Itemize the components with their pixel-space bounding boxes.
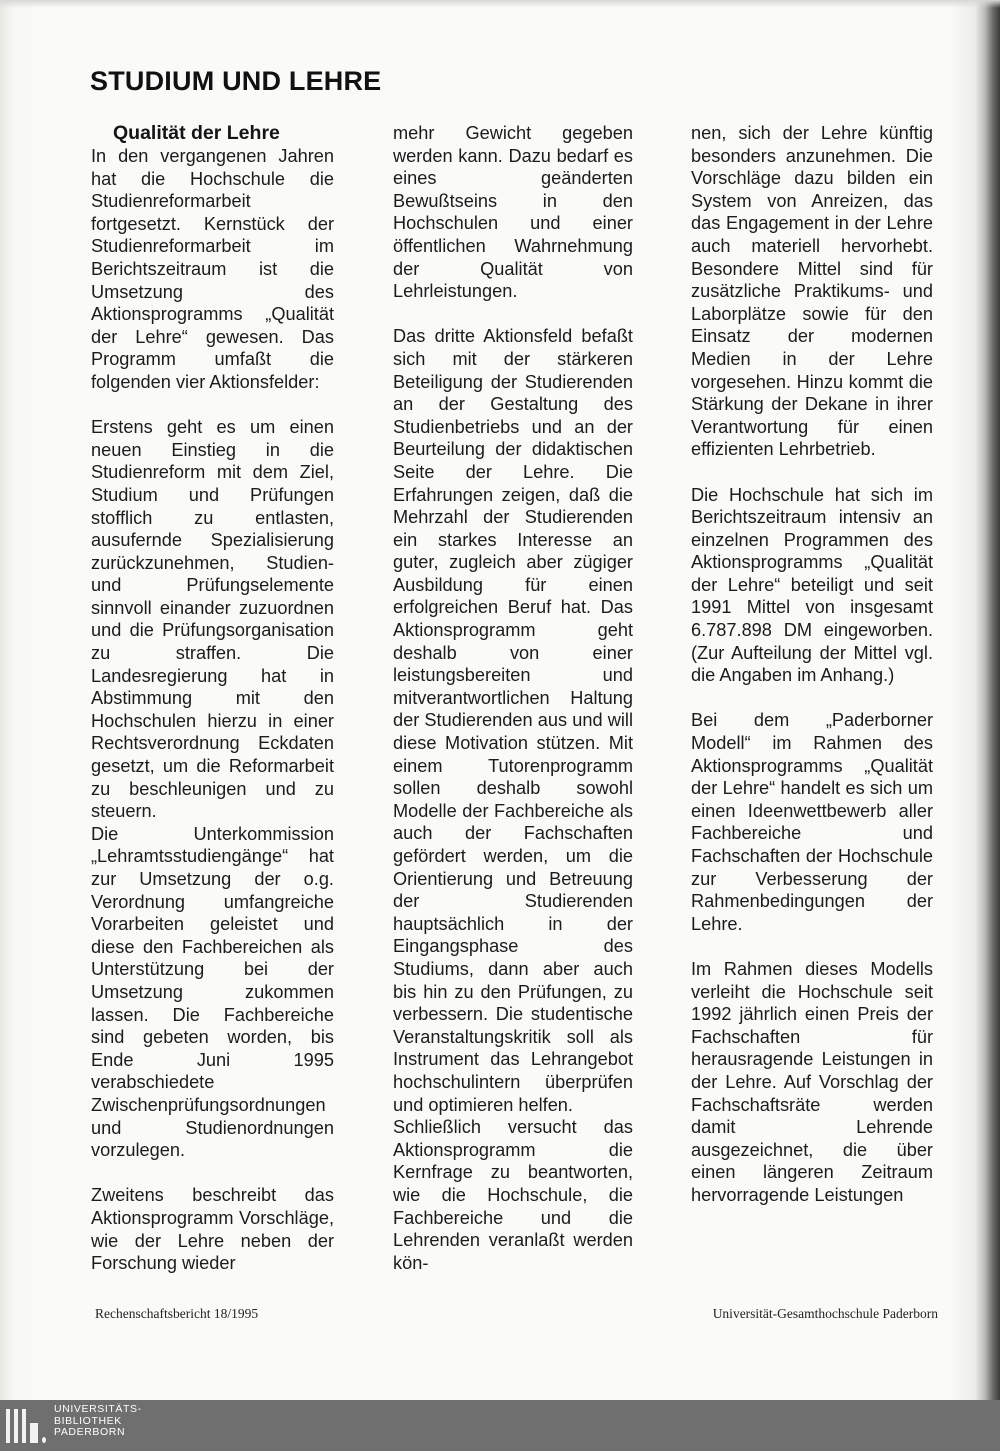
library-banner [0,1400,1000,1451]
subheading: Qualität der Lehre [113,122,280,144]
paragraph-unterkommission: Die Unterkommission „Lehramtsstudiengänge“ hat zur Umsetzung der o.g. Verordnung umfangreiche Vorarbeiten geleistet und diese den Fachbereichen als Unterstützung bei der Umsetzung zukommen lassen. Die Fachbereiche sind gebeten worden, bis Ende Juni 1995 verabschiedete Zwischenprüfungsordnungen und Studienordnungen vorzulegen. [91,823,334,1161]
library-line-3: PADERBORN [54,1426,126,1438]
paragraph-preis: Im Rahmen dieses Modells verleiht die Hochschule seit 1992 jährlich einen Preis der Fachschaften für herausragende Leistungen in der Lehre. Auf Vorschlag der Fachschaftsräte werden damit Lehrende ausgezeichnet, die über einen längeren Zeitraum hervorragende Leistungen [691,958,933,1205]
text-column-3 [691,122,933,1207]
paragraph-anreize: nen, sich der Lehre künftig besonders anzunehmen. Die Vorschläge dazu bilden ein System von Anreizen, das das Engagement in der Lehre auch materiell hervorhebt. Besondere Mittel sind für zusätzliche Praktikums- und Laborplätze sowie für den Einsatz der modernen Medien in der Lehre vorgesehen. Hinzu kommt die Stärkung der Dekane in ihrer Verantwortung für einen effizienten Lehrbetrieb. [691,123,933,460]
paragraph-intro: In den vergangenen Jahren hat die Hochschule die Studienreformarbeit fortgesetzt. Kernstück der Studienreformarbeit im Berichtszeitraum ist die Umsetzung des Aktionsprogramms „Qualität der Lehre“ gewesen. Das Programm umfaßt die folgenden vier Aktionsfelder: [91,146,334,392]
footer-report-title: Rechenschaftsbericht 18/1995 [95,1306,259,1321]
footer-university: Universität-Gesamthochschule Paderborn [712,1306,938,1321]
paragraph-erstens: Erstens geht es um einen neuen Einstieg in die Studienreform mit dem Ziel, Studium und Prüfungen stofflich zu entlasten, ausufernde Spezialisierung zurückzunehmen, Studien- und Prüfungselemente sinnvoll einander zuzuordnen und die Prüfungsorganisation zu straffen. Die Landesregierung hat in Abstimmung mit den Hochschulen hierzu in einer Rechtsverordnung Eckdaten gesetzt, um die Reformarbeit zu beschleunigen und zu steuern. [91,417,334,822]
library-name [54,1404,142,1439]
page-edge-shadow [0,0,1000,8]
paragraph-paderborner-modell: Bei dem „Paderborner Modell“ im Rahmen des Aktionsprogramms „Qualität der Lehre“ handelt es sich um einen Ideenwettbewerb aller Fachbereiche und Fachschaften der Hochschule zur Verbesserung der Rahmenbedingungen der Lehre. [691,710,933,934]
text-column-2 [393,122,633,1274]
library-line-2: BIBLIOTHEK [54,1414,122,1427]
paragraph-schliesslich: Schließlich versucht das Aktionsprogramm die Kernfrage zu beantworten, wie die Hochschule, die Fachbereiche und die Lehrenden veranlaßt werden kön- [393,1117,633,1273]
paragraph-mittel: Die Hochschule hat sich im Berichtszeitraum intensiv an einzelnen Programmen des Aktionsprogramms „Qualität der Lehre“ beteiligt und seit 1991 Mittel von insgesamt 6.787.898 DM eingeworben. (Zur Aufteilung der Mittel vgl. die Angaben im Anhang.) [691,484,933,686]
library-line-1: UNIVERSITÄTS- [54,1403,142,1415]
library-logo-icon [6,1409,46,1443]
section-title: STUDIUM UND LEHRE [90,66,382,96]
paragraph-drittes-aktionsfeld: Das dritte Aktionsfeld befaßt sich mit der stärkeren Beteiligung der Studierenden an der Gestaltung des Studienbetriebs und an der Beurteilung der didaktischen Seite der Lehre. Die Erfahrungen zeigen, daß die Mehrzahl der Studierenden ein starkes Interesse an guter, zugleich aber zügiger Ausbildung für einen erfolgreichen Beruf hat. Das Aktionsprogramm geht deshalb von einer leistungsbereiten und mitverantwortlichen Haltung der Studierenden aus und will diese Motivation stützen. Mit einem Tutorenprogramm sollen deshalb sowohl Modelle der Fachbereiche als auch der Fachschaften gefördert werden, um die Orientierung und Betreuung der Studierenden hauptsächlich in der Eingangsphase des Studiums, dann aber auch bis hin zu den Prüfungen, zu verbessern. Die studentische Veranstaltungskritik soll als Instrument das Lehrangebot hochschulintern überprüfen und optimieren helfen. [393,326,633,1115]
text-column-1 [91,122,334,1275]
paragraph-mehr-gewicht: mehr Gewicht gegeben werden kann. Dazu bedarf es eines geänderten Bewußtseins in den Hochschulen und einer öffentlichen Wahrnehmung der Qualität von Lehrleistungen. [393,123,633,302]
paragraph-zweitens: Zweitens beschreibt das Aktionsprogramm Vorschläge, wie der Lehre neben der Forschung wieder [91,1185,334,1274]
